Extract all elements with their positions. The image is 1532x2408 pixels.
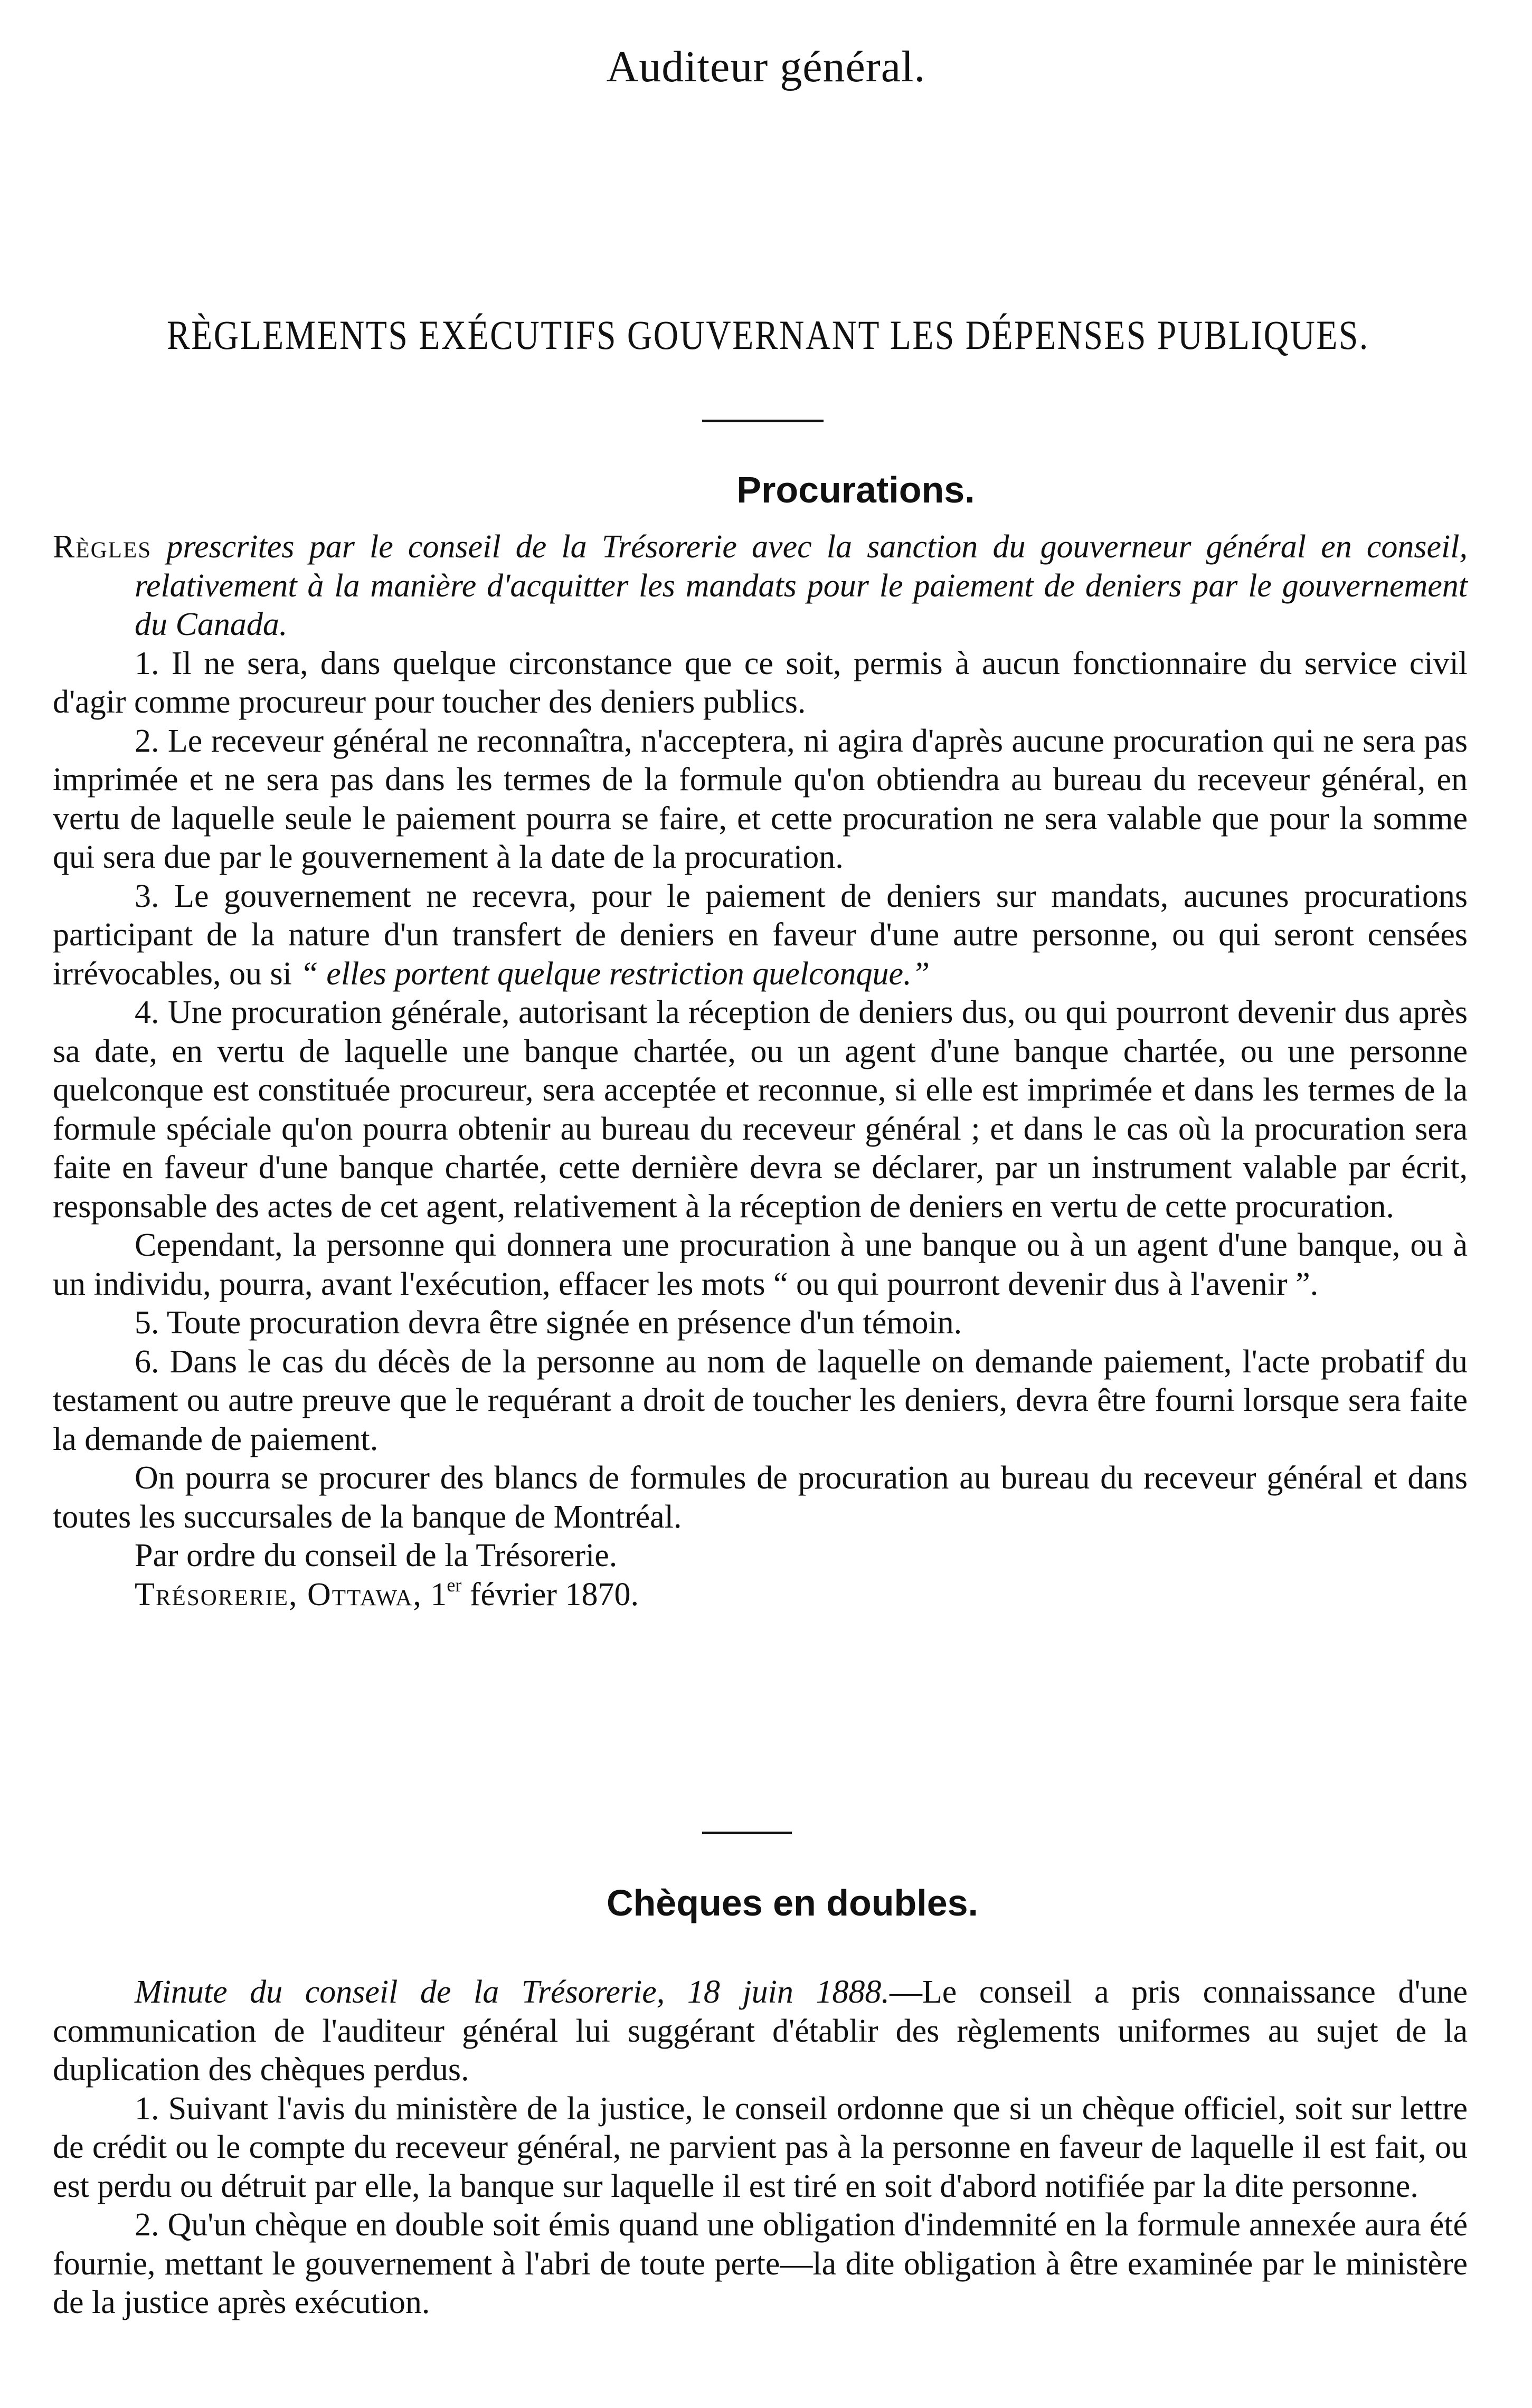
divider-rule [702, 1832, 792, 1834]
minute-paragraph [53, 1973, 1468, 2090]
rules-intro-lead: Règles [53, 529, 152, 565]
rules-intro [53, 528, 1468, 644]
dateline-sup: er [447, 1574, 462, 1596]
rule-3-quote: “ elles portent quelque restriction quelconque.” [300, 955, 930, 992]
cheque-rule-2: 2. Qu'un chèque en double soit émis quand une obligation d'indemnité en la formule annexée aura été fournie, mettant le gouvernement à l'abri de toute perte—la dite obligation à être examinée par le ministère de la justice après exécution. [53, 2207, 1468, 2320]
minute-citation: Minute du conseil de la Trésorerie, 18 juin 1888. [135, 1974, 890, 2010]
cheque-rule-1: 1. Suivant l'avis du ministère de la justice, le conseil ordonne que si un chèque officiel, soit sur lettre de crédit ou le compte du receveur général, ne parvient pas à la personne en faveur de laquelle il est fait, ou est perdu ou détruit par elle, la banque sur laquelle il est tiré en soit d'abord notifiée par la dite personne. [53, 2090, 1468, 2204]
procurations-body [53, 528, 1468, 1614]
divider-rule [702, 420, 824, 422]
rule-3-text: 3. Le gouvernement ne recevra, pour le paiement de deniers sur mandats, aucunes procurations participant de la nature d'un transfert de deniers en faveur d'une autre personne, ou qui seront censées irrévocables, ou si [53, 878, 1468, 992]
rule-3 [53, 877, 1468, 994]
blank-forms-note: On pourra se procurer des blancs de formules de procuration au bureau du receveur général et dans toutes les succursales de la banque de Montréal. [53, 1460, 1468, 1535]
dateline-rest: février 1870. [469, 1576, 639, 1613]
dateline-place: Trésorerie, Ottawa, [135, 1576, 422, 1613]
rule-1: 1. Il ne sera, dans quelque circonstance que ce soit, permis à aucun fonctionnaire du service civil d'agir comme procureur pour toucher des deniers publics. [53, 645, 1468, 720]
rule-4-proviso: Cependant, la personne qui donnera une procuration à une banque ou à un agent d'une banque, ou à un individu, pourra, avant l'exécution, effacer les mots “ ou qui pourront devenir dus à l'avenir ”. [53, 1227, 1468, 1302]
rule-6: 6. Dans le cas du décès de la personne au nom de laquelle on demande paiement, l'acte probatif du testament ou autre preuve que le requérant a droit de toucher les deniers, devra être fourni lorsque sera faite la demande de paiement. [53, 1343, 1468, 1457]
rules-intro-text: prescrites par le conseil de la Trésorerie avec la sanction du gouverneur général en conseil, relativement à la manière d'acquitter les mandats pour le paiement de deniers par le gouvernement du Canada. [135, 529, 1468, 642]
dateline-day: 1 [430, 1576, 447, 1613]
rule-2: 2. Le receveur général ne reconnaîtra, n'acceptera, ni agira d'après aucune procuration qui ne sera pas imprimée et ne sera pas dans les termes de la formule qu'on obtiendra au bureau du receveur général, en vertu de laquelle seule le paiement pourra se faire, et cette procuration ne sera valable que pour la somme qui sera due par le gouvernement à la date de la procuration. [53, 723, 1468, 875]
running-head: Auditeur général. [606, 42, 926, 91]
section-heading-procurations: Procurations. [736, 469, 975, 510]
order-line: Par ordre du conseil de la Trésorerie. [135, 1538, 618, 1573]
dateline [53, 1576, 1468, 1615]
section-heading-cheques: Chèques en doubles. [607, 1882, 978, 1923]
minute-text: —Le conseil a pris connaissance d'une communication de l'auditeur général lui suggérant d'établir des règlements uniformes au sujet de la duplication des chèques perdus. [53, 1974, 1468, 2088]
main-title: RÈGLEMENTS EXÉCUTIFS GOUVERNANT LES DÉPENSES PUBLIQUES. [167, 312, 1369, 358]
rule-4: 4. Une procuration générale, autorisant la réception de deniers dus, ou qui pourront devenir dus après sa date, en vertu de laquelle une banque chartée, ou un agent d'une banque chartée, ou une personne quelconque est constituée procureur, sera acceptée et reconnue, si elle est imprimée et dans les termes de la formule spéciale qu'on pourra obtenir au bureau du receveur général ; et dans le cas où la procuration sera faite en faveur d'une banque chartée, cette dernière devra se déclarer, par un instrument valable par écrit, responsable des actes de cet agent, relativement à la réception de deniers en vertu de cette procuration. [53, 994, 1468, 1225]
rule-5: 5. Toute procuration devra être signée en présence d'un témoin. [135, 1305, 962, 1341]
cheques-body [53, 1973, 1468, 2322]
